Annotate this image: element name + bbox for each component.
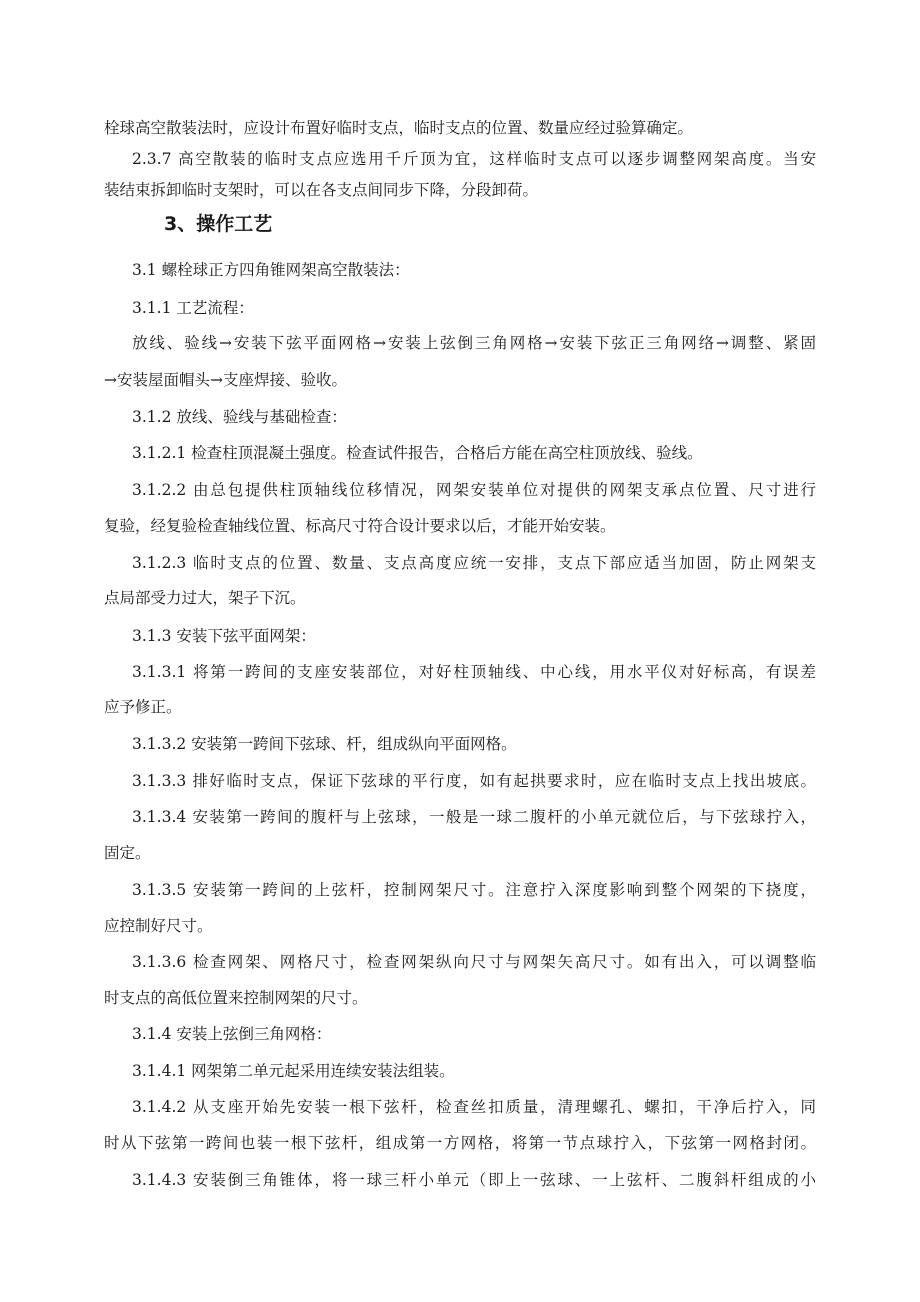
paragraph-line: 复验，经复验检查轴线位置、标高尺寸符合设计要求以后，才能开始安装。 bbox=[104, 517, 616, 535]
paragraph-line: 时支点的高低位置来控制网架的尺寸。 bbox=[104, 989, 368, 1007]
paragraph-line: 装结束拆卸临时支架时，可以在各支点间同步下降，分段卸荷。 bbox=[104, 181, 539, 199]
paragraph-line: 栓球高空散装法时，应设计布置好临时支点，临时支点的位置、数量应经过验算确定。 bbox=[104, 119, 694, 137]
paragraph-line: 3.1.3 安装下弦平面网架： bbox=[132, 627, 316, 645]
paragraph-line: 3.1.4.2 从支座开始先安装一根下弦杆，检查丝扣质量，清理螺孔、螺扣，干净后拧入，同 bbox=[132, 1098, 816, 1116]
paragraph-line: 3.1.2.1 检查柱顶混凝土强度。检查试件报告，合格后方能在高空柱顶放线、验线。 bbox=[132, 444, 703, 462]
paragraph-line: 点局部受力过大，架子下沉。 bbox=[104, 589, 306, 607]
paragraph-line: →安装屋面帽头→支座焊接、验收。 bbox=[104, 371, 347, 389]
paragraph-line: 3.1.3.1 将第一跨间的支座安装部位，对好柱顶轴线、中心线，用水平仪对好标高，有误差 bbox=[132, 663, 816, 681]
paragraph-line: 3.1.2 放线、验线与基础检查： bbox=[132, 408, 347, 426]
paragraph-line: 3.1.3.6 检查网架、网格尺寸，检查网架纵向尺寸与网架矢高尺寸。如有出入，可以调整临 bbox=[132, 953, 816, 971]
paragraph-line: 3.1.4.1 网架第二单元起采用连续安装法组装。 bbox=[132, 1062, 455, 1080]
paragraph-line: 应控制好尺寸。 bbox=[104, 917, 213, 935]
paragraph-line: 2.3.7 高空散装的临时支点应选用千斤顶为宜，这样临时支点可以逐步调整网架高度。当安 bbox=[132, 150, 816, 168]
paragraph-line: 3.1.3.2 安装第一跨间下弦球、杆，组成纵向平面网格。 bbox=[132, 735, 517, 753]
paragraph-line: 固定。 bbox=[104, 844, 151, 862]
paragraph-line: 3.1.1 工艺流程： bbox=[132, 299, 254, 317]
paragraph-line: 时从下弦第一跨间也装一根下弦杆，组成第一方网格，将第一节点球拧入，下弦第一网格封闭。 bbox=[104, 1134, 816, 1152]
paragraph-line: 3.1.4.3 安装倒三角锥体，将一球三杆小单元（即上一弦球、一上弦杆、二腹斜杆组成的小 bbox=[132, 1171, 816, 1189]
paragraph-line: 3.1.4 安装上弦倒三角网格： bbox=[132, 1025, 332, 1043]
paragraph-line: 3.1.3.4 安装第一跨间的腹杆与上弦球，一般是一球二腹杆的小单元就位后，与下弦球拧入， bbox=[132, 808, 816, 826]
paragraph-line: 应予修正。 bbox=[104, 698, 182, 716]
paragraph-line: 放线、验线→安装下弦平面网格→安装上弦倒三角网格→安装下弦正三角网络→调整、紧固 bbox=[132, 334, 816, 352]
paragraph-line: 3.1.2.2 由总包提供柱顶轴线位移情况，网架安装单位对提供的网架支承点位置、尺寸进行 bbox=[132, 481, 816, 499]
paragraph-line: 3.1 螺栓球正方四角锥网架高空散装法： bbox=[132, 261, 410, 279]
section-heading: 3、操作工艺 bbox=[164, 213, 273, 235]
paragraph-line: 3.1.3.3 排好临时支点，保证下弦球的平行度，如有起拱要求时，应在临时支点上找出坡底。 bbox=[132, 772, 816, 790]
paragraph-line: 3.1.3.5 安装第一跨间的上弦杆，控制网架尺寸。注意拧入深度影响到整个网架的下挠度， bbox=[132, 881, 816, 899]
paragraph-line: 3.1.2.3 临时支点的位置、数量、支点高度应统一安排，支点下部应适当加固，防止网架支 bbox=[132, 554, 816, 572]
